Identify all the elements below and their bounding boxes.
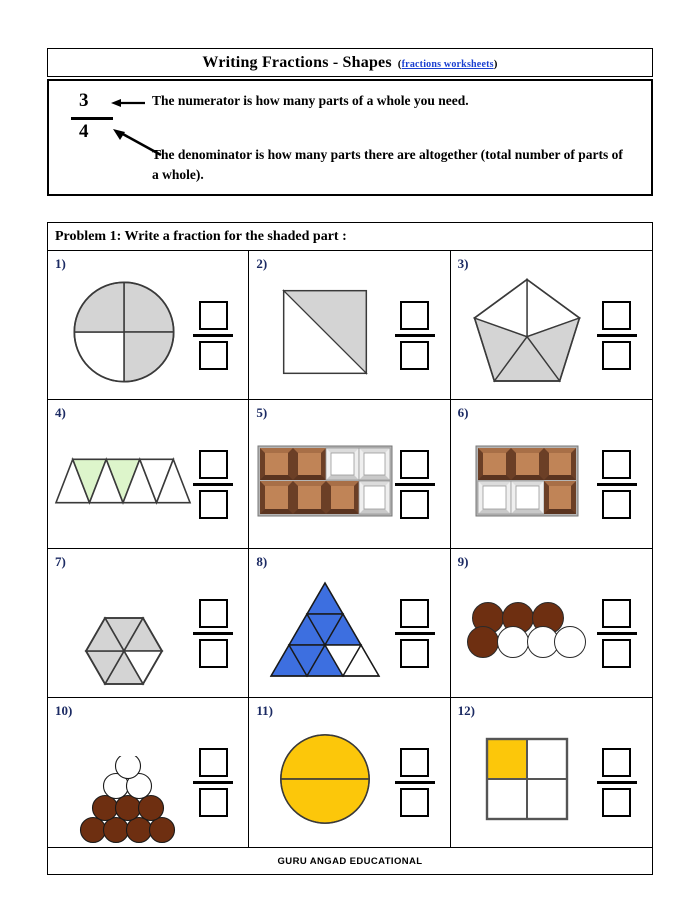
answer-fraction-bar-8	[395, 632, 435, 635]
answer-fraction-bar-1	[193, 334, 233, 337]
numerator-answer-box-1[interactable]	[199, 301, 228, 330]
answer-fraction-9[interactable]	[594, 599, 640, 668]
shape-triangle-strip	[54, 418, 194, 544]
shape-circle-quarters	[54, 269, 194, 395]
denominator-answer-box-8[interactable]	[400, 639, 429, 668]
problem-cell-11	[249, 698, 450, 847]
problem-cell-2	[249, 251, 450, 400]
denominator-answer-box-11[interactable]	[400, 788, 429, 817]
worksheet-title-box	[47, 48, 653, 77]
fractions-worksheets-link[interactable]: fractions worksheets	[401, 58, 494, 70]
answer-fraction-bar-3	[597, 334, 637, 337]
problem-number-1: 1)	[55, 256, 66, 271]
numerator-answer-box-7[interactable]	[199, 599, 228, 628]
shape-pentagon-fifths	[457, 269, 597, 395]
footer-text: GURU ANGAD EDUCATIONAL	[277, 855, 423, 867]
shape-chocolate-bar-4x2	[255, 418, 395, 544]
footer-row	[48, 847, 652, 874]
page-title	[202, 54, 497, 72]
answer-fraction-bar-12	[597, 781, 637, 784]
answer-fraction-2[interactable]	[392, 301, 438, 370]
problem-number-12: 12)	[457, 703, 475, 718]
answer-fraction-8[interactable]	[392, 599, 438, 668]
problem-grid	[48, 251, 652, 847]
example-fraction-bar	[71, 117, 113, 120]
numerator-answer-box-3[interactable]	[602, 301, 631, 330]
problem-number-5: 5)	[256, 405, 268, 420]
answer-fraction-5[interactable]	[392, 450, 438, 519]
answer-fraction-7[interactable]	[190, 599, 236, 668]
answer-fraction-3[interactable]	[594, 301, 640, 370]
numerator-answer-box-8[interactable]	[400, 599, 429, 628]
problem-number-3: 3)	[457, 256, 469, 271]
answer-fraction-bar-2	[395, 334, 435, 337]
numerator-answer-box-4[interactable]	[199, 450, 228, 479]
page-title-text: Writing Fractions - Shapes	[202, 53, 392, 71]
example-numerator: 3	[79, 90, 89, 111]
problem-instruction: Problem 1: Write a fraction for the shaded part :	[55, 228, 347, 244]
answer-fraction-12[interactable]	[594, 748, 640, 817]
paren-close: )	[493, 57, 498, 70]
denominator-answer-box-2[interactable]	[400, 341, 429, 370]
numerator-answer-box-2[interactable]	[400, 301, 429, 330]
shape-hexagon-sixths	[54, 567, 194, 693]
numerator-answer-box-6[interactable]	[602, 450, 631, 479]
numerator-answer-box-12[interactable]	[602, 748, 631, 777]
answer-fraction-10[interactable]	[190, 748, 236, 817]
answer-fraction-bar-4	[193, 483, 233, 486]
shape-circle-pyramid	[54, 716, 194, 842]
answer-fraction-bar-5	[395, 483, 435, 486]
problem-cell-3	[451, 251, 652, 400]
denominator-answer-box-4[interactable]	[199, 490, 228, 519]
title-link-group	[398, 58, 498, 70]
numerator-explanation: The numerator is how many parts of a whole you need.	[152, 93, 469, 108]
explanation-box	[47, 79, 653, 196]
shape-square-diagonal	[255, 269, 395, 395]
shape-circle-halves	[255, 716, 395, 842]
denominator-answer-box-3[interactable]	[602, 341, 631, 370]
problem-cell-1	[48, 251, 249, 400]
numerator-answer-box-11[interactable]	[400, 748, 429, 777]
problem-cell-7	[48, 549, 249, 698]
shape-chocolate-bar-3x2	[457, 418, 597, 544]
problem-number-8: 8)	[256, 554, 268, 569]
answer-fraction-4[interactable]	[190, 450, 236, 519]
answer-fraction-bar-7	[193, 632, 233, 635]
answer-fraction-11[interactable]	[392, 748, 438, 817]
problem-cell-12	[451, 698, 652, 847]
problem-number-9: 9)	[457, 554, 469, 569]
denominator-answer-box-9[interactable]	[602, 639, 631, 668]
paren-open: (	[397, 57, 402, 70]
shape-circles-group	[457, 567, 597, 693]
answer-fraction-bar-6	[597, 483, 637, 486]
denominator-answer-box-5[interactable]	[400, 490, 429, 519]
problem-cell-5	[249, 400, 450, 549]
answer-fraction-bar-9	[597, 632, 637, 635]
problem-number-2: 2)	[256, 256, 268, 271]
problem-cell-4	[48, 400, 249, 549]
numerator-answer-box-5[interactable]	[400, 450, 429, 479]
problem-cell-9	[451, 549, 652, 698]
denominator-answer-box-7[interactable]	[199, 639, 228, 668]
shape-square-quarters	[457, 716, 597, 842]
denominator-answer-box-6[interactable]	[602, 490, 631, 519]
example-denominator: 4	[79, 121, 89, 142]
problem-number-4: 4)	[55, 405, 66, 420]
denominator-answer-box-12[interactable]	[602, 788, 631, 817]
answer-fraction-1[interactable]	[190, 301, 236, 370]
answer-fraction-bar-11	[395, 781, 435, 784]
problem-table	[47, 222, 653, 875]
problem-cell-8	[249, 549, 450, 698]
numerator-answer-box-9[interactable]	[602, 599, 631, 628]
problem-number-7: 7)	[55, 554, 66, 569]
denominator-answer-box-10[interactable]	[199, 788, 228, 817]
shape-triangle-ninths	[255, 567, 395, 693]
problem-number-6: 6)	[457, 405, 469, 420]
denominator-explanation: The denominator is how many parts there are altogether (total number of parts of a whole).	[152, 147, 623, 182]
problem-cell-10	[48, 698, 249, 847]
problem-number-10: 10)	[55, 703, 73, 718]
problem-number-11: 11)	[256, 703, 273, 718]
answer-fraction-bar-10	[193, 781, 233, 784]
denominator-answer-box-1[interactable]	[199, 341, 228, 370]
numerator-answer-box-10[interactable]	[199, 748, 228, 777]
answer-fraction-6[interactable]	[594, 450, 640, 519]
problem-cell-6	[451, 400, 652, 549]
problem-instruction-row	[48, 223, 652, 251]
